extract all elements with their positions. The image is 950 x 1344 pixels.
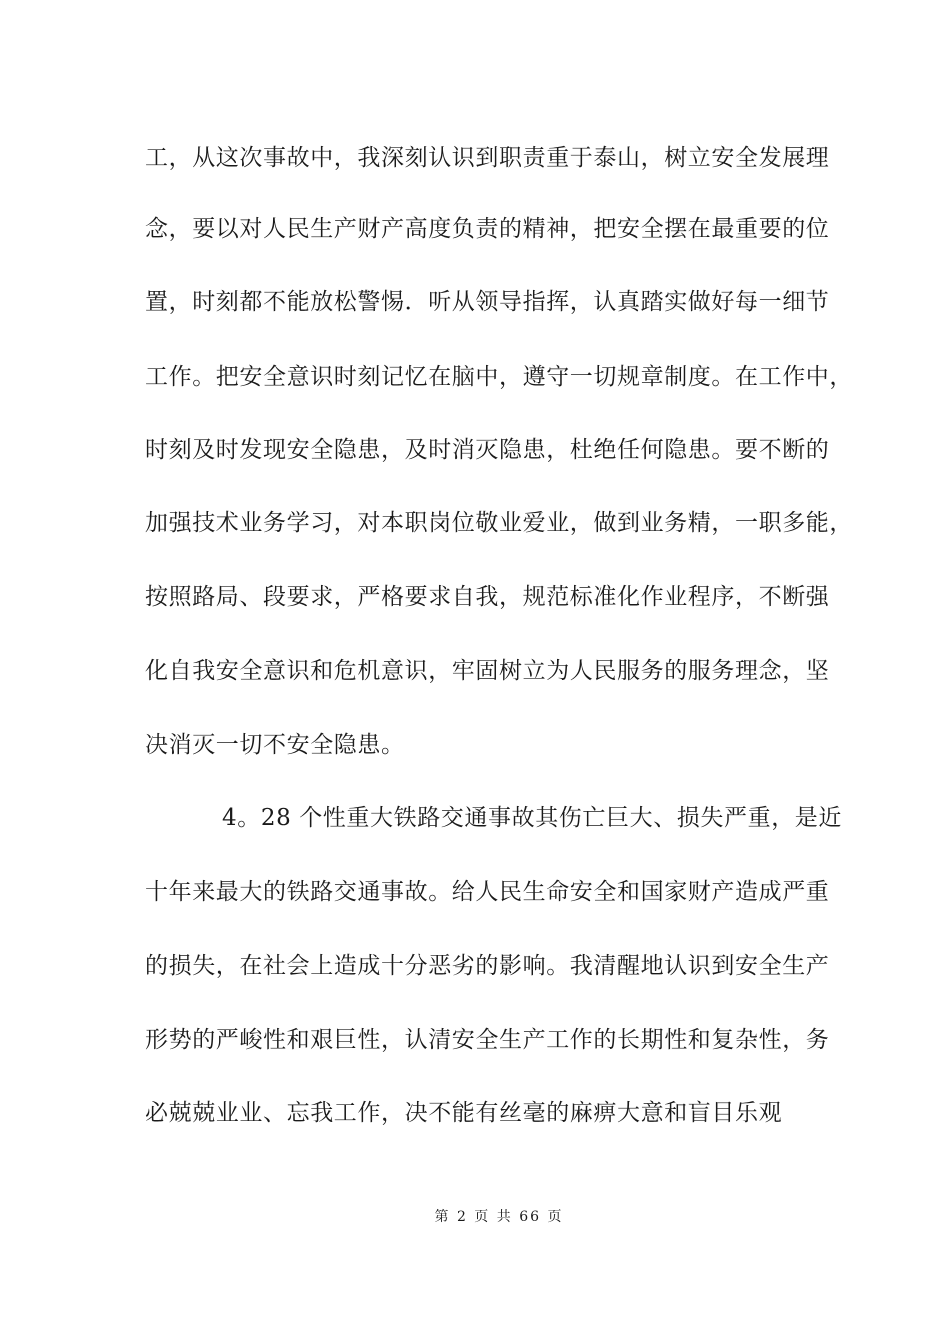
paragraph-first-line: 4。28 个性重大铁路交通事故其伤亡巨大、损失严重，是近: [222, 805, 843, 831]
text-line: 时刻及时发现安全隐患，及时消灭隐患，杜绝任何隐患。要不断的: [145, 437, 830, 463]
text-line: 决消灭一切不安全隐患。: [145, 732, 405, 758]
text-line: 工，从这次事故中，我深刻认识到职责重于泰山，树立安全发展理: [145, 145, 830, 171]
text-line: 化自我安全意识和危机意识，牢固树立为人民服务的服务理念，坚: [145, 658, 830, 684]
text-line: 工作。把安全意识时刻记忆在脑中，遵守一切规章制度。在工作中，: [145, 364, 853, 390]
text-line: 加强技术业务学习，对本职岗位敬业爱业，做到业务精，一职多能，: [145, 510, 853, 536]
text-line: 置，时刻都不能放松警惕．听从领导指挥，认真踏实做好每一细节: [145, 289, 830, 315]
text-line: 按照路局、段要求，严格要求自我，规范标准化作业程序，不断强: [145, 584, 830, 610]
page-number-footer: 第 2 页 共 66 页: [434, 1209, 564, 1225]
text-line: 必兢兢业业、忘我工作，决不能有丝毫的麻痹大意和盲目乐观: [145, 1100, 783, 1126]
text-line: 十年来最大的铁路交通事故。给人民生命安全和国家财产造成严重: [145, 879, 830, 905]
text-line: 念，要以对人民生产财产高度负责的精神，把安全摆在最重要的位: [145, 216, 830, 242]
text-line: 形势的严峻性和艰巨性，认清安全生产工作的长期性和复杂性，务: [145, 1027, 830, 1053]
text-line: 的损失，在社会上造成十分恶劣的影响。我清醒地认识到安全生产: [145, 953, 830, 979]
